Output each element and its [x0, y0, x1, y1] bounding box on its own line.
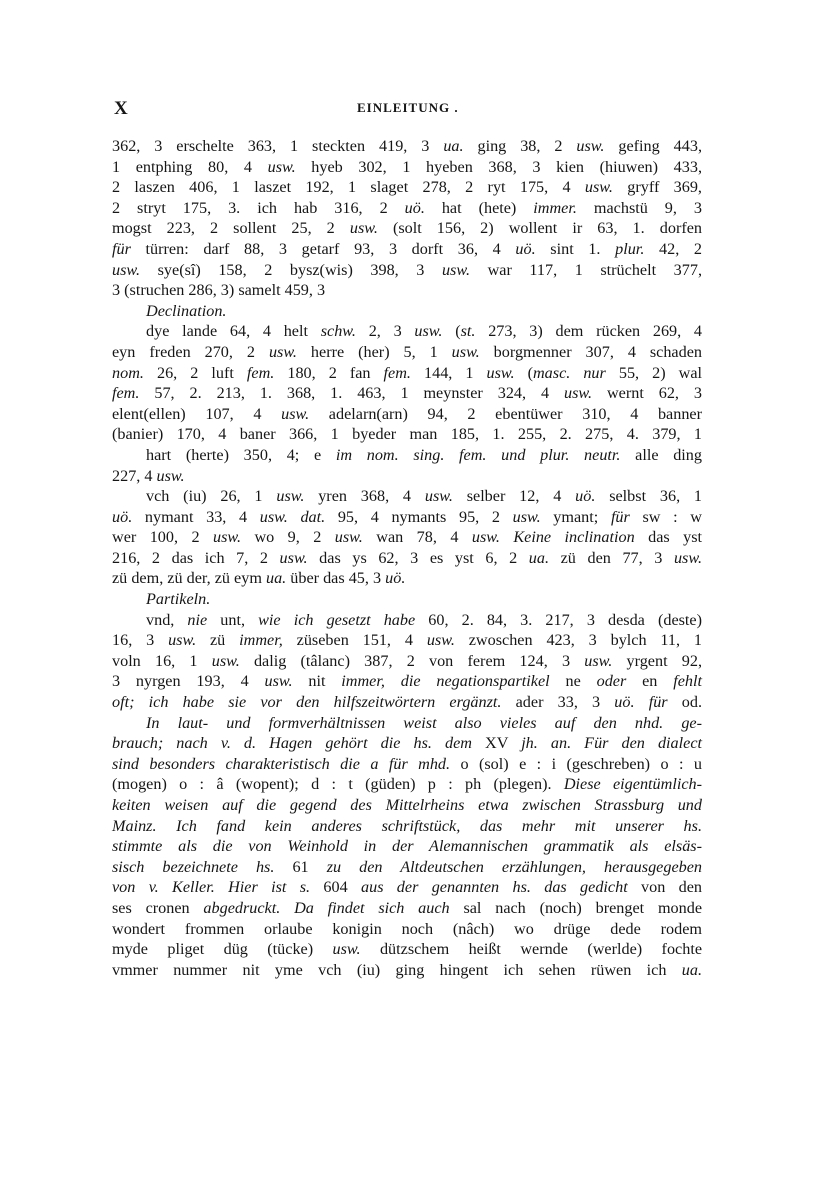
text-line	[112, 424, 702, 445]
text-run: od.	[667, 693, 703, 712]
italic-run: zu den Altdeutschen erzählungen, herausgegeben	[326, 857, 703, 876]
text-line	[112, 919, 702, 940]
italic-run: aus der genannten hs. das gedicht	[361, 878, 628, 897]
italic-run: usw.	[334, 528, 363, 547]
text-run: 95, 4 nymants 95, 2	[325, 507, 513, 526]
italic-run: usw.	[267, 157, 296, 176]
text-line	[112, 260, 702, 281]
text-run: über das 45, 3	[286, 569, 386, 588]
body-text	[112, 136, 702, 980]
text-line	[112, 733, 702, 754]
italic-run: Diese eigentümlich-	[563, 775, 702, 794]
text-line	[112, 877, 702, 898]
text-line	[112, 939, 702, 960]
italic-run: usw.	[276, 487, 305, 506]
text-run	[500, 528, 513, 546]
text-run: 3 nyrgen 193, 4	[112, 672, 265, 691]
text-run: von den	[627, 878, 703, 897]
italic-run: Declination.	[146, 301, 227, 320]
text-run: (	[514, 363, 533, 382]
text-run: hat (hete)	[424, 198, 534, 217]
text-run	[288, 508, 301, 526]
italic-run: usw.	[168, 631, 197, 650]
italic-run: wie ich gesetzt habe	[258, 610, 416, 629]
text-run: yren 368, 4	[304, 487, 425, 506]
text-run: zü dem, zü der, zü eym	[112, 569, 266, 588]
italic-run: keiten weisen auf die gegend des Mittelrheins etwa zwischen Strassburg und	[112, 796, 702, 814]
text-line	[112, 816, 702, 837]
italic-run: nom.	[112, 363, 144, 382]
italic-run: die negationspartikel	[400, 672, 550, 691]
text-run: wan 78, 4	[362, 528, 472, 547]
text-line	[112, 321, 702, 342]
text-run: machstü 9, 3	[576, 198, 702, 217]
text-run: war 117, 1 strüchelt 377,	[470, 260, 702, 279]
text-run: zwoschen 423, 3 bylch 11, 1	[454, 631, 703, 650]
text-run: 55, 2) wal	[605, 363, 703, 382]
text-run: yrgent 92,	[612, 651, 702, 670]
text-run: nymant 33, 4	[132, 507, 260, 526]
italic-run: usw.	[268, 342, 297, 361]
italic-run: brauch; nach v. d. Hagen gehört die hs. dem	[112, 734, 472, 753]
text-run: wernt 62, 3	[592, 384, 703, 403]
italic-run: plur.	[615, 239, 645, 258]
text-run: o (sol) e : i (geschreben) o : u	[450, 754, 702, 773]
text-run: wer 100, 2	[112, 528, 213, 547]
text-run: ses cronen	[112, 898, 204, 917]
text-run: (solt 156, 2) wollent ir 63, 1. dorfen	[377, 219, 703, 238]
text-run: 61	[274, 857, 327, 876]
italic-run: usw.	[414, 322, 443, 341]
italic-run: immer.	[533, 198, 577, 217]
text-run: ne	[549, 672, 597, 691]
text-line	[112, 836, 702, 857]
text-run: alle ding	[620, 445, 702, 464]
text-run: türren: darf 88, 3 getarf 93, 3 dorft 36, 4	[130, 239, 516, 258]
italic-run: ua.	[528, 548, 550, 567]
italic-run: usw.	[211, 651, 240, 670]
text-run: zü den 77, 3	[549, 548, 674, 567]
section-heading-declination	[112, 301, 702, 322]
text-run: (banier) 170, 4 baner 366, 1 byeder man 185, 1. 255, 2. 275, 4. 379, 1	[112, 425, 702, 444]
text-run: 227, 4	[112, 466, 157, 485]
text-run: XV	[471, 734, 522, 753]
italic-run: usw.	[281, 404, 310, 423]
italic-run: uö.	[404, 198, 425, 217]
text-run: wondert frommen orlaube konigin noch (nâch) wo drüge dede rodem	[112, 919, 702, 938]
text-run: gefing 443,	[604, 137, 703, 155]
text-line	[112, 795, 702, 816]
text-run: voln 16, 1	[112, 651, 212, 670]
text-run: 2 stryt 175, 3. ich hab 316, 2	[112, 198, 405, 217]
text-run: adelarn(arn) 94, 2 ebentüwer 310, 4 banner	[309, 404, 702, 423]
italic-run: oder	[596, 672, 627, 691]
text-line	[112, 136, 702, 157]
section-heading-partikeln	[112, 589, 702, 610]
text-run: (mogen) o : â (wopent); d : t (güden) p : ph (plegen).	[112, 775, 564, 794]
italic-run: usw.	[349, 219, 378, 238]
text-run: herre (her) 5, 1	[296, 342, 452, 361]
italic-run: usw.	[564, 384, 593, 403]
italic-run: usw.	[486, 363, 515, 382]
italic-run: usw.	[584, 178, 613, 197]
text-line	[112, 507, 702, 528]
text-line	[112, 486, 702, 507]
italic-run: fehlt	[673, 672, 702, 691]
text-run: das ys 62, 3 es yst 6, 2	[307, 548, 529, 567]
document-page	[112, 98, 702, 980]
text-run: selber 12, 4	[452, 487, 576, 506]
italic-run: von v. Keller. Hier ist s.	[112, 878, 311, 897]
italic-run: für	[610, 507, 630, 526]
text-run: vnd,	[146, 610, 188, 629]
text-line	[112, 671, 702, 692]
italic-run: fem.	[112, 384, 140, 403]
text-run: dye lande 64, 4 helt	[146, 322, 321, 341]
italic-run: nie	[187, 610, 208, 629]
italic-run: usw.	[451, 342, 480, 361]
italic-run: st.	[460, 322, 476, 341]
page-number: X	[114, 98, 129, 119]
italic-run: usw.	[471, 528, 500, 547]
text-run: zü	[196, 631, 240, 650]
italic-run: schw.	[320, 322, 356, 341]
text-run: wo 9, 2	[241, 528, 335, 547]
italic-run: ua.	[681, 960, 702, 979]
text-line	[112, 404, 702, 425]
text-run: gryff 369,	[612, 178, 702, 197]
text-line	[112, 898, 702, 919]
italic-run: uö.	[112, 507, 133, 526]
text-run: 273, 3) dem rücken 269, 4	[475, 322, 703, 341]
italic-run: für	[648, 693, 668, 712]
text-run: 144, 1	[410, 363, 487, 382]
text-run: 57, 2. 213, 1. 368, 1. 463, 1 meynster 324, 4	[139, 384, 564, 403]
text-run: 3 (struchen 286, 3) samelt 459, 3	[112, 281, 326, 300]
text-run: 42, 2	[644, 239, 702, 258]
running-head: EINLEITUNG .	[357, 100, 459, 115]
text-run	[635, 693, 649, 711]
text-line	[112, 239, 702, 260]
italic-run: für	[112, 239, 131, 258]
text-run: unt,	[207, 610, 259, 629]
text-run: nit	[292, 672, 342, 691]
italic-run: uö.	[515, 239, 536, 258]
text-line	[112, 466, 702, 487]
text-line	[112, 568, 702, 589]
italic-run: uö.	[385, 569, 406, 588]
text-run: 2 laszen 406, 1 laszet 192, 1 slaget 278, 2 ryt 175, 4	[112, 178, 585, 197]
italic-run: usw.	[576, 137, 605, 155]
text-line	[112, 651, 702, 672]
text-run: 26, 2 luft	[143, 363, 247, 382]
text-run: myde pliget düg (tücke)	[112, 940, 333, 959]
italic-run: usw.	[424, 487, 453, 506]
italic-run: ua.	[265, 569, 287, 588]
italic-run: Keine inclination	[513, 528, 635, 547]
text-line	[112, 527, 702, 548]
text-run: sye(sî) 158, 2 bysz(wis) 398, 3	[140, 260, 442, 279]
text-line	[112, 548, 702, 569]
text-run: 362, 3 erschelte 363, 1 steckten 419, 3	[112, 137, 444, 155]
italic-run: dat.	[300, 507, 326, 526]
italic-run: usw.	[264, 672, 293, 691]
text-run: 1 entphing 80, 4	[112, 157, 268, 176]
italic-run: usw.	[673, 548, 702, 567]
text-line	[112, 445, 702, 466]
italic-run: Partikeln.	[146, 590, 211, 609]
text-line	[112, 177, 702, 198]
text-line	[112, 713, 702, 734]
text-run: hyeb 302, 1 hyeben 368, 3 kien (hiuwen) 433,	[295, 157, 702, 176]
text-line	[112, 383, 702, 404]
text-run: elent(ellen) 107, 4	[112, 404, 282, 423]
text-run	[385, 672, 401, 690]
text-run: sint 1.	[535, 239, 616, 258]
italic-run: immer,	[239, 631, 283, 650]
text-run: das yst	[634, 528, 703, 547]
text-run: 216, 2 das ich 7, 2	[112, 548, 280, 567]
text-line	[112, 630, 702, 651]
italic-run: jh. an. Für den dialect	[521, 734, 702, 753]
text-run: (	[442, 322, 461, 341]
text-run: eyn freden 270, 2	[112, 342, 269, 361]
text-line	[112, 342, 702, 363]
text-line	[112, 960, 702, 981]
text-run: hart (herte) 350, 4; e	[146, 445, 336, 464]
text-line	[112, 754, 702, 775]
italic-run: fem.	[383, 363, 411, 382]
text-run: borgmenner 307, 4 schaden	[479, 342, 702, 361]
italic-run: usw.	[512, 507, 541, 526]
text-run: selbst 36, 1	[595, 487, 703, 506]
text-run: sw : w	[629, 507, 702, 526]
text-run: 16, 3	[112, 631, 169, 650]
text-line	[112, 198, 702, 219]
italic-run: masc. nur	[532, 363, 606, 382]
text-run: dützschem heißt wernde (werlde) fochte	[360, 940, 703, 959]
italic-run: fem.	[246, 363, 275, 382]
italic-run: usw.	[332, 940, 361, 959]
text-run: mogst 223, 2 sollent 25, 2	[112, 219, 350, 238]
text-run: sal nach (noch) brenget monde	[449, 898, 703, 917]
text-run: vmmer nummer nit yme vch (iu) ging hingent ich sehen rüwen ich	[112, 960, 682, 979]
italic-run: usw.	[279, 548, 308, 567]
italic-run: uö.	[575, 487, 596, 506]
text-run: 180, 2 fan	[274, 363, 384, 382]
text-line	[112, 610, 702, 631]
italic-run: usw.	[259, 507, 288, 526]
page-header	[112, 98, 702, 124]
text-run: en	[626, 672, 674, 691]
italic-run: usw.	[584, 651, 613, 670]
italic-run: ua.	[443, 137, 464, 155]
text-line	[112, 857, 702, 878]
text-line	[112, 280, 702, 301]
italic-run: oft; ich habe sie vor den hilfszeitwörtern ergänzt.	[112, 693, 502, 712]
italic-run: stimmte als die von Weinhold in der Alemannischen grammatik als elsäs-	[112, 837, 702, 856]
italic-run: uö.	[614, 693, 635, 712]
text-run: 60, 2. 84, 3. 217, 3 desda (deste)	[415, 610, 702, 629]
text-line	[112, 692, 702, 713]
italic-run: im nom. sing. fem. und plur. neutr.	[335, 445, 621, 464]
text-line	[112, 363, 702, 384]
italic-run: Mainz. Ich fand kein anderes schriftstück, das mehr mit unserer hs.	[112, 816, 702, 835]
text-run: ging 38, 2	[463, 137, 577, 155]
text-line	[112, 774, 702, 795]
text-run: dalig (tâlanc) 387, 2 von ferem 124, 3	[239, 651, 585, 670]
text-line	[112, 218, 702, 239]
italic-run: sisch bezeichnete hs.	[112, 857, 275, 876]
italic-run: usw.	[112, 260, 141, 279]
italic-run: usw.	[212, 528, 242, 547]
text-run: 604	[310, 878, 361, 897]
italic-run: usw.	[156, 466, 185, 485]
italic-run: immer,	[341, 672, 385, 691]
text-run: 2, 3	[355, 322, 415, 341]
text-run: ader 33, 3	[501, 693, 615, 712]
text-run: ymant;	[540, 507, 611, 526]
italic-run: usw.	[426, 631, 455, 650]
italic-run: usw.	[441, 260, 470, 279]
italic-run: sind besonders charakteristisch die a für mhd.	[112, 754, 451, 773]
italic-run: abgedruckt. Da findet sich auch	[203, 898, 450, 917]
italic-run: In laut- und formverhältnissen weist also vieles auf den nhd. ge-	[146, 713, 702, 732]
text-line	[112, 157, 702, 178]
text-run: vch (iu) 26, 1	[146, 487, 277, 506]
text-run: züseben 151, 4	[282, 631, 427, 650]
